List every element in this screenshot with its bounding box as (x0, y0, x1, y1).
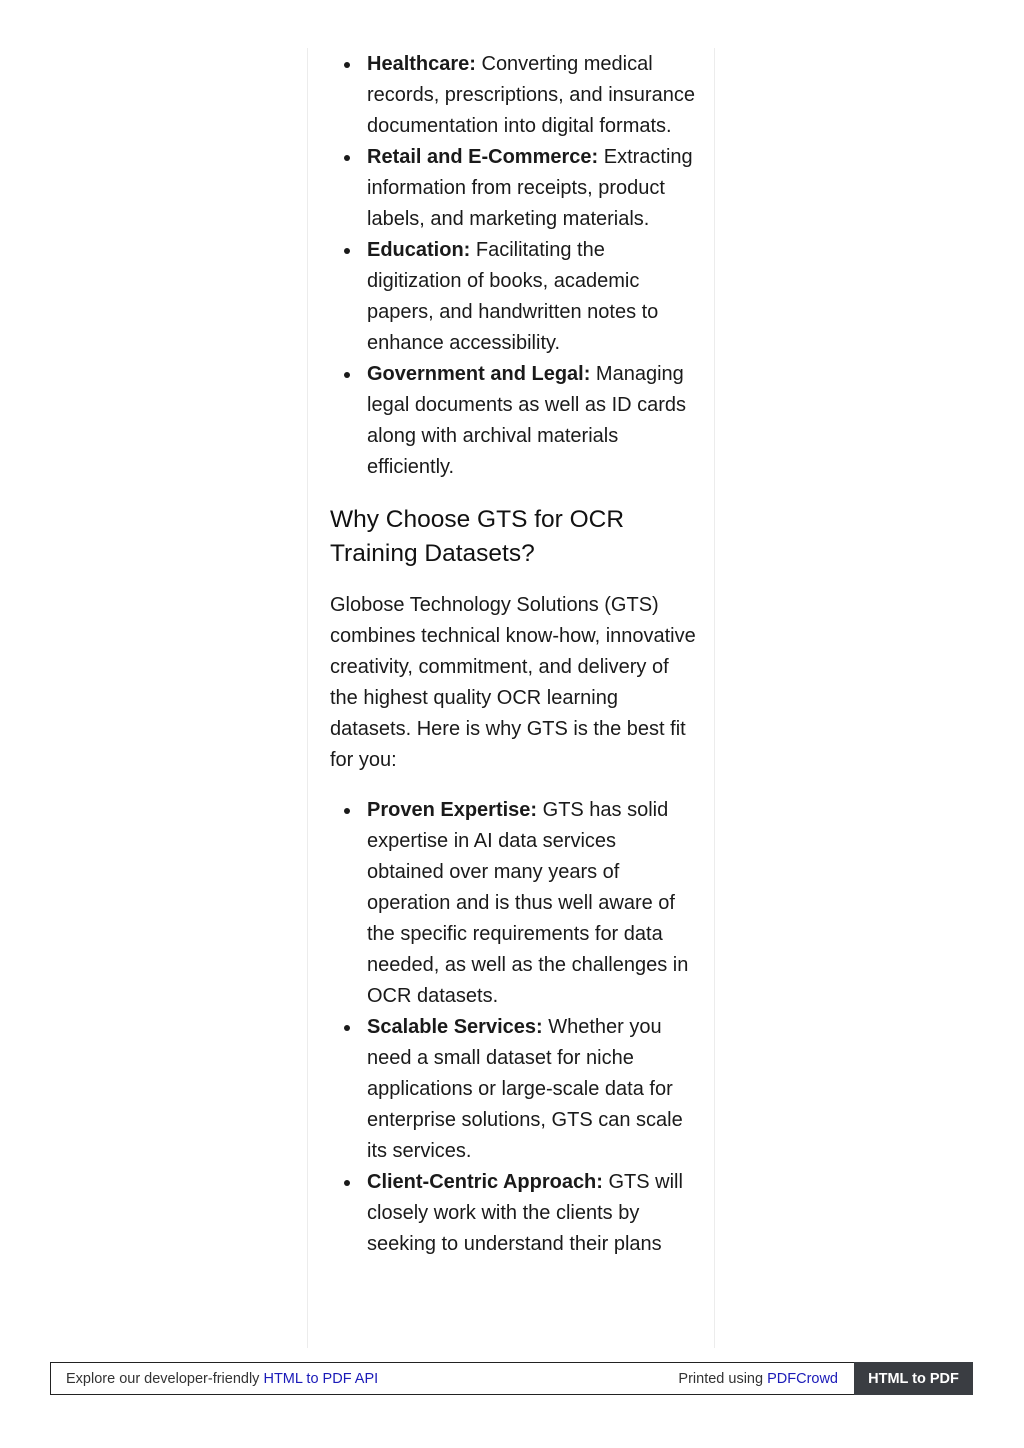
list-item-term: Scalable Services: (367, 1016, 543, 1038)
pdfcrowd-footer (50, 1362, 973, 1395)
footer-explore (66, 1371, 378, 1387)
list-item-term: Proven Expertise: (367, 799, 538, 821)
list-item-text: GTS has solid expertise in AI data services obtained over many years of operation and is thus well aware of the specific requirements for data needed, as well as the challenges in OCR datasets. (367, 799, 689, 1007)
article-content (330, 48, 696, 1260)
list-item-text: GTS will closely work with the clients by seeking to understand their plans (367, 1171, 683, 1255)
list-item-text: Converting medical records, prescriptions, and insurance documentation into digital formats. (367, 53, 695, 137)
list-item (330, 235, 696, 359)
list-item-text: Whether you need a small dataset for niche applications or large-scale data for enterprise solutions, GTS can scale its services. (367, 1016, 683, 1162)
list-item-term: Healthcare: (367, 53, 476, 75)
list-item (330, 1012, 696, 1167)
list-item (330, 359, 696, 483)
html-to-pdf-api-link[interactable]: HTML to PDF API (263, 1371, 379, 1387)
list-item-text: Extracting information from receipts, product labels, and marketing materials. (367, 146, 693, 230)
article-column (307, 48, 715, 1348)
use-case-list (330, 49, 696, 483)
footer-printed (678, 1371, 838, 1387)
list-item-term: Education: (367, 239, 471, 261)
html-to-pdf-button[interactable]: HTML to PDF (854, 1362, 973, 1395)
list-item (330, 1167, 696, 1260)
footer-printed-text: Printed using (678, 1371, 768, 1387)
list-item-text: Facilitating the digitization of books, academic papers, and handwritten notes to enhance accessibility. (367, 239, 659, 354)
list-item-text: Managing legal documents as well as ID cards along with archival materials efficiently. (367, 363, 687, 478)
section-paragraph: Globose Technology Solutions (GTS) combines technical know-how, innovative creativity, commitment, and delivery of the highest quality OCR learning datasets. Here is why GTS is the best fit for you: (330, 594, 696, 771)
list-item-term: Retail and E-Commerce: (367, 146, 599, 168)
list-item-term: Client-Centric Approach: (367, 1171, 603, 1193)
list-item (330, 49, 696, 142)
list-item (330, 795, 696, 1012)
footer-explore-text: Explore our developer-friendly (66, 1371, 264, 1387)
section-heading: Why Choose GTS for OCR Training Datasets? (330, 506, 625, 567)
benefit-list (330, 795, 696, 1260)
list-item (330, 142, 696, 235)
list-item-term: Government and Legal: (367, 363, 591, 385)
pdfcrowd-link[interactable]: PDFCrowd (767, 1371, 838, 1387)
